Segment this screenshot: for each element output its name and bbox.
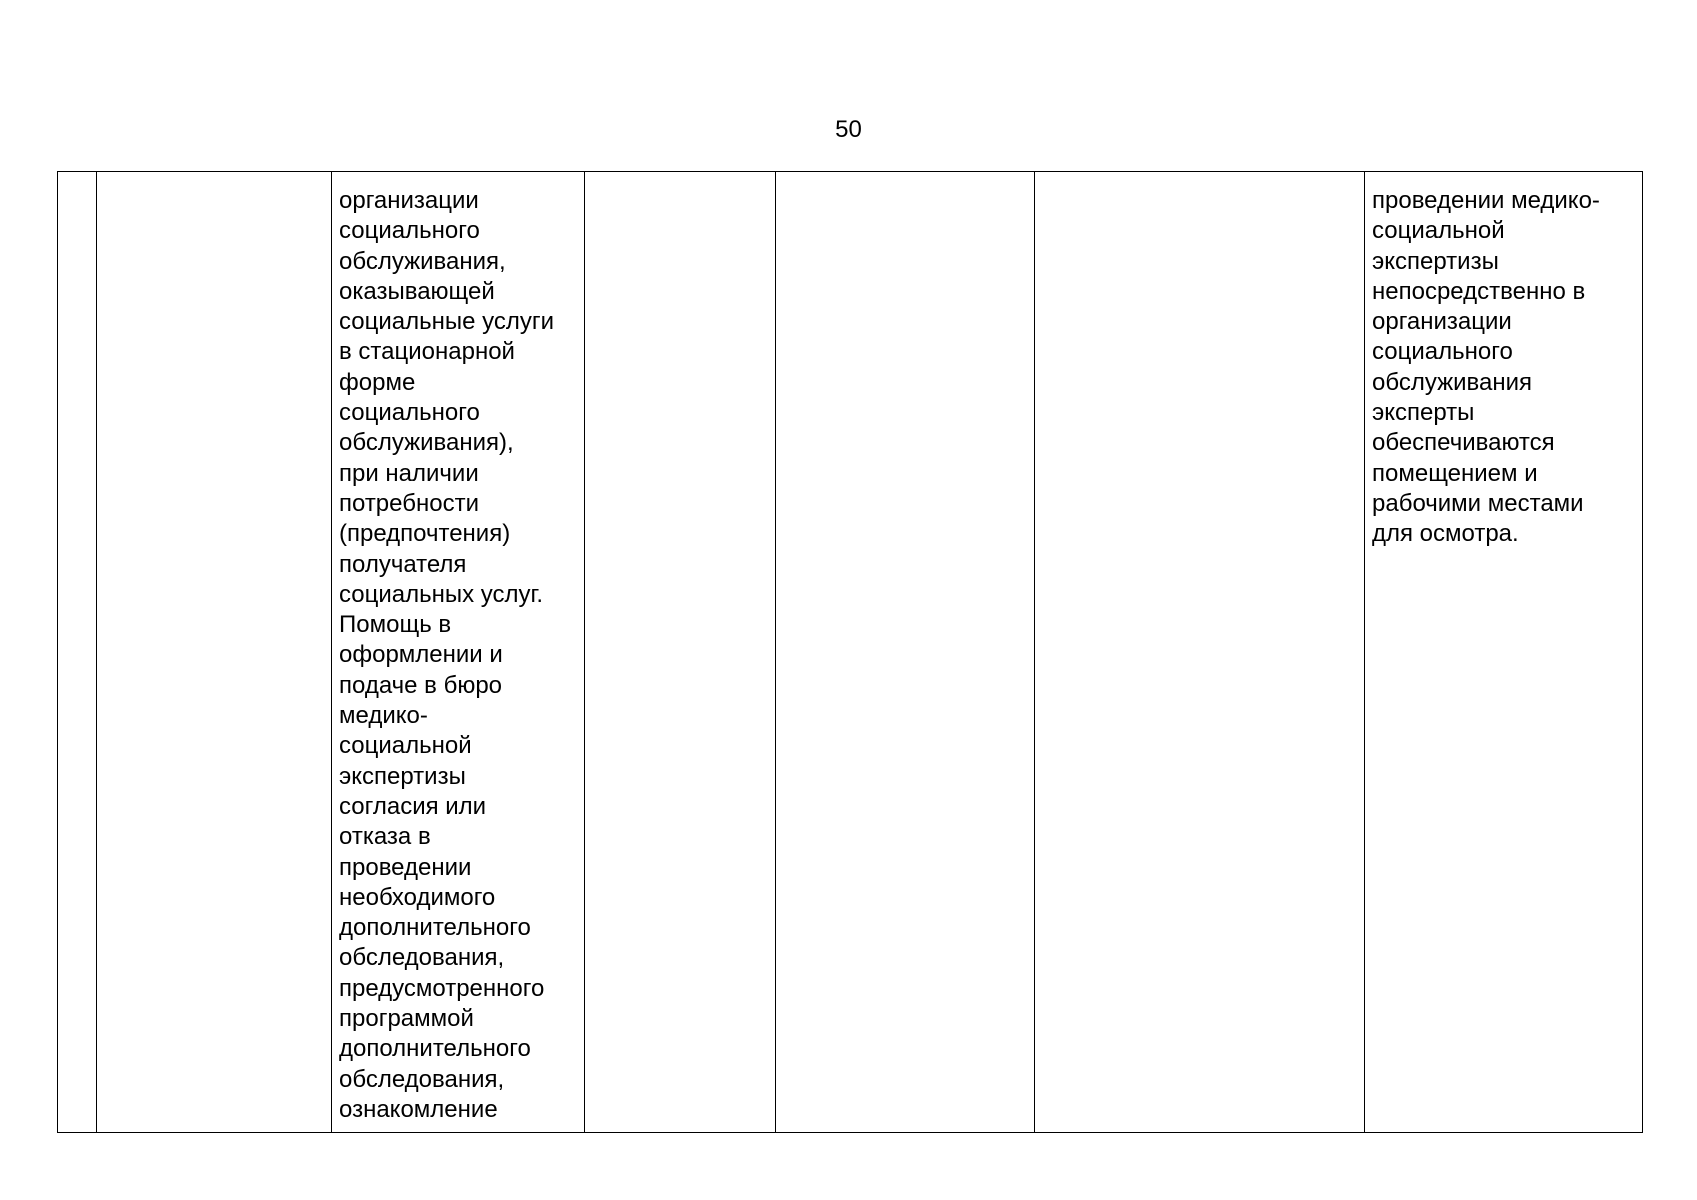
table-cell-2 [97,172,332,1133]
table-cell-6 [1035,172,1365,1133]
table-cell-5 [776,172,1035,1133]
table-cell-7: проведении медико- социальной экспертизы непосредственно в организации социального обслуживания эксперты обеспечиваются помещением и рабочими местами для осмотра. [1365,172,1643,1133]
table-row [58,172,1643,1133]
table-cell-3: организации социального обслуживания, оказывающей социальные услуги в стационарной форме социального обслуживания), при наличии потребности (предпочтения) получателя социальных услуг. Помощь в оформлении и подаче в бюро медико- социальной экспертизы согласия или отказа в проведении необходимого дополнительного обследования, предусмотренного программой дополнительного обследования, ознакомление [332,172,585,1133]
document-table [57,171,1643,1133]
table-cell-1 [58,172,97,1133]
page-number: 50 [835,116,862,143]
table-cell-4 [585,172,776,1133]
